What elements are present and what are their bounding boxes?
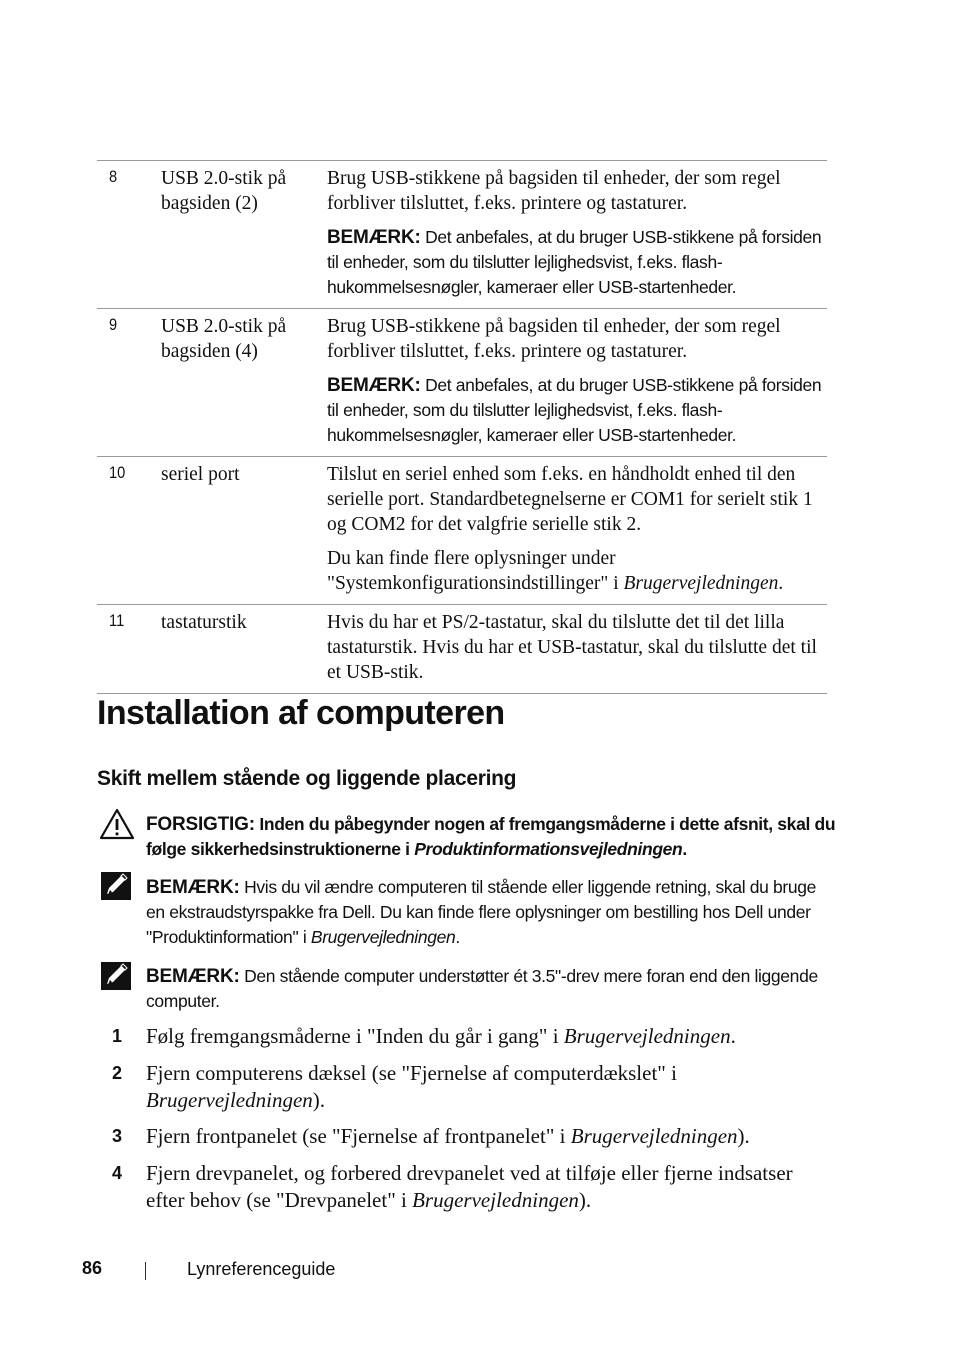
note-block — [146, 964, 836, 1014]
text-run: ). — [312, 1088, 326, 1112]
connector-name: USB 2.0-stik på bagsiden (4) — [161, 316, 287, 362]
row-number: 10 — [109, 463, 126, 482]
connector-description — [327, 457, 827, 605]
step-text — [146, 1160, 836, 1214]
page-number: 86 — [82, 1258, 103, 1278]
step-number: 4 — [112, 1163, 123, 1183]
description-text: Brug USB-stikkene på bagsiden til enheder, der som regel forbliver tilsluttet, f.eks. printere og tastaturer. — [327, 168, 781, 214]
footer-divider — [145, 1262, 146, 1280]
text-run: Du kan finde flere oplysninger under "Systemkonfigurationsindstillinger" i — [327, 548, 624, 594]
note-label: BEMÆRK: — [146, 877, 240, 898]
note-pencil-icon — [101, 872, 131, 900]
footer-title: Lynreferenceguide — [187, 1259, 336, 1279]
step-text — [146, 1060, 726, 1114]
book-title: Brugervejledningen — [146, 1088, 313, 1112]
connector-name: tastaturstik — [161, 612, 247, 633]
connector-description — [327, 309, 827, 457]
caution-label: FORSIGTIG: — [146, 814, 255, 835]
step-text — [146, 1123, 836, 1150]
connector-description — [327, 605, 827, 694]
book-title: Brugervejledningen — [412, 1188, 579, 1212]
note-block — [146, 875, 836, 950]
book-title: Brugervejledningen — [563, 1024, 731, 1048]
text-run: Følg fremgangsmåderne i "Inden du går i gang" i — [146, 1024, 564, 1048]
book-title: Brugervejledningen — [570, 1124, 738, 1148]
note-text: Det anbefales, at du bruger USB-stikkene på forsiden til enheder, som du tilslutter lejlighedsvist, f.eks. flash-hukommelsesnøgler, kameraer eller USB-startenheder. — [327, 375, 822, 445]
text-run: . — [730, 1024, 736, 1048]
book-title: Brugervejledningen — [623, 573, 779, 594]
caution-text: Inden du påbegynder nogen af fremgangsmåderne i dette afsnit, skal du følge sikkerhedsinstruktionerne i — [146, 814, 836, 859]
note-label: BEMÆRK: — [146, 966, 240, 987]
text-run: . — [778, 573, 784, 594]
description-text: Brug USB-stikkene på bagsiden til enheder, der som regel forbliver tilsluttet, f.eks. printere og tastaturer. — [327, 316, 781, 362]
note-label: BEMÆRK: — [327, 227, 421, 248]
text-run: Fjern frontpanelet (se "Fjernelse af frontpanelet" i — [146, 1124, 571, 1148]
step-number: 1 — [112, 1026, 123, 1046]
step-text — [146, 1023, 836, 1050]
book-title: Produktinformationsvejledningen — [414, 839, 683, 859]
text-run: . — [682, 839, 687, 859]
note-paragraph — [327, 225, 827, 300]
book-title: Brugervejledningen — [310, 927, 456, 947]
note-text: Hvis du vil ændre computeren til stående eller liggende retning, skal du bruge en ekstraudstyrspakke fra Dell. Du kan finde flere oplysninger om bestilling hos Dell under "Produktinformation" i — [146, 877, 817, 947]
connector-name: seriel port — [161, 464, 240, 485]
description-text: Tilslut en seriel enhed som f.eks. en håndholdt enhed til den serielle port. Standardbetegnelserne er COM1 for serielt stik 1 og COM2 for det valgfrie serielle stik 2. — [327, 464, 813, 535]
description-text-more — [327, 546, 827, 596]
text-run: ). — [737, 1124, 750, 1148]
row-number: 8 — [109, 167, 118, 186]
text-run: . — [455, 927, 460, 947]
note-paragraph — [327, 373, 827, 448]
caution-block — [146, 812, 836, 862]
note-pencil-icon — [101, 962, 131, 990]
note-text: Det anbefales, at du bruger USB-stikkene på forsiden til enheder, som du tilslutter lejlighedsvist, f.eks. flash-hukommelsesnøgler, kameraer eller USB-startenheder. — [327, 227, 822, 297]
table-row — [97, 309, 827, 457]
text-run: ). — [578, 1188, 592, 1212]
note-label: BEMÆRK: — [327, 375, 421, 396]
table-row — [97, 605, 827, 694]
note-text: Den stående computer understøtter ét 3.5"-drev mere foran end den liggende computer. — [146, 966, 818, 1011]
connector-name: USB 2.0-stik på bagsiden (2) — [161, 168, 287, 214]
warning-triangle-icon — [99, 808, 135, 840]
table-row — [97, 161, 827, 309]
description-text: Hvis du har et PS/2-tastatur, skal du tilslutte det til det lilla tastaturstik. Hvis du har et USB-tastatur, skal du tilslutte det til et USB-stik. — [327, 612, 817, 683]
table-row — [97, 457, 827, 605]
step-number: 2 — [112, 1063, 123, 1083]
row-number: 9 — [109, 315, 118, 334]
section-heading: Installation af computeren — [97, 694, 505, 732]
connector-table — [97, 160, 827, 694]
row-number: 11 — [109, 611, 125, 630]
step-number: 3 — [112, 1126, 123, 1146]
connector-description — [327, 161, 827, 309]
subsection-heading: Skift mellem stående og liggende placering — [97, 767, 517, 790]
text-run: Fjern drevpanelet, og forbered drevpanelet ved at tilføje eller fjerne indsatser efter behov (se "Drevpanelet" i — [146, 1161, 793, 1212]
text-run: Fjern computerens dæksel (se "Fjernelse af computerdækslet" i — [146, 1061, 677, 1085]
